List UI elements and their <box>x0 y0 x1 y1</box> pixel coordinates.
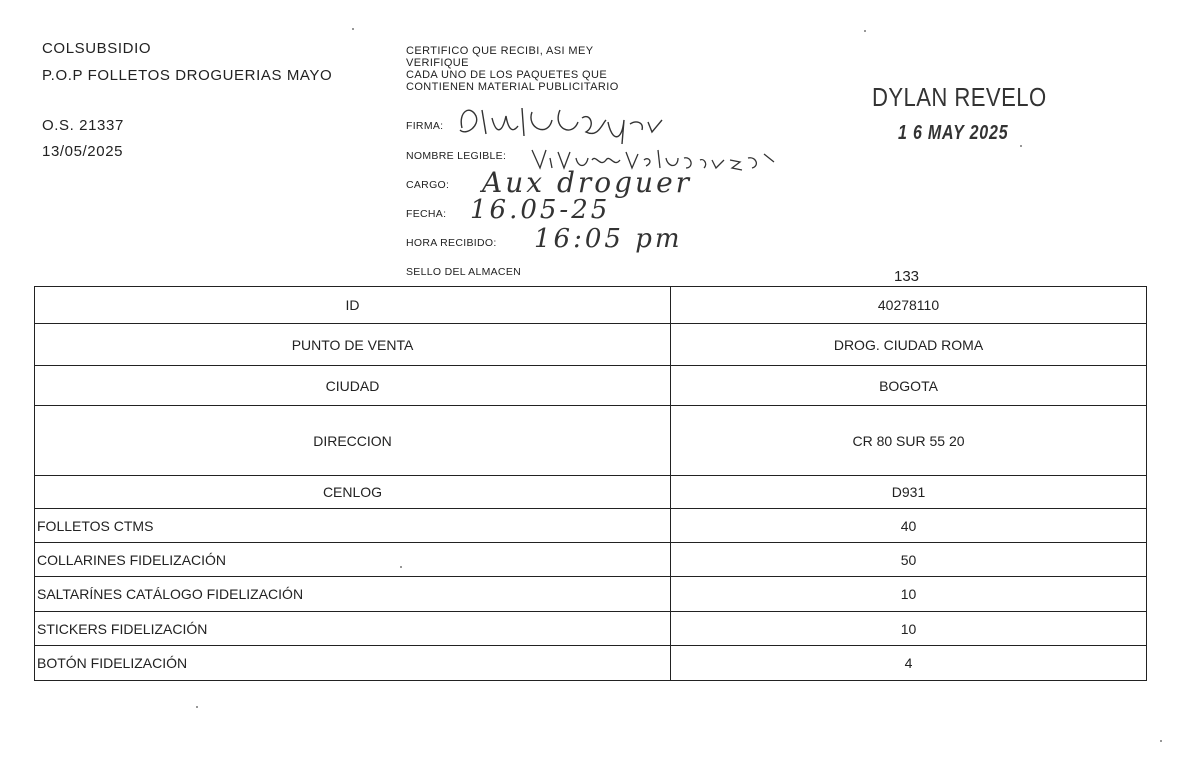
handwritten-date: 16.05-25 <box>470 195 611 225</box>
row-label: ID <box>35 287 671 324</box>
fecha-label: FECHA: <box>406 208 447 220</box>
item-quantity: 10 <box>671 612 1147 646</box>
firma-label: FIRMA: <box>406 120 444 132</box>
company-name: COLSUBSIDIO <box>42 40 152 57</box>
row-value: CR 80 SUR 55 20 <box>671 406 1147 476</box>
certificate-line: CONTIENEN MATERIAL PUBLICITARIO <box>406 81 619 93</box>
row-value: 40278110 <box>671 287 1147 324</box>
cargo-label: CARGO: <box>406 179 450 191</box>
table-row <box>35 287 1147 324</box>
row-value: BOGOTA <box>671 366 1147 406</box>
item-quantity: 50 <box>671 543 1147 577</box>
scan-speck <box>864 30 866 32</box>
document-date: 13/05/2025 <box>42 143 124 160</box>
handwritten-time: 16:05 pm <box>534 224 683 254</box>
nombre-label: NOMBRE LEGIBLE: <box>406 150 507 162</box>
certificate-line: CADA UNO DE LOS PAQUETES QUE <box>406 69 608 81</box>
item-quantity: 10 <box>671 577 1147 612</box>
hora-label: HORA RECIBIDO: <box>406 237 497 249</box>
certificate-line: CERTIFICO QUE RECIBI, ASI MEY <box>406 45 594 57</box>
item-quantity: 40 <box>671 509 1147 543</box>
item-quantity: 4 <box>671 646 1147 681</box>
row-label: CENLOG <box>35 476 671 509</box>
item-label: FOLLETOS CTMS <box>35 509 671 543</box>
item-label: COLLARINES FIDELIZACIÓN <box>35 543 671 577</box>
row-label: DIRECCION <box>35 406 671 476</box>
item-label: STICKERS FIDELIZACIÓN <box>35 612 671 646</box>
row-value: D931 <box>671 476 1147 509</box>
table-row <box>35 509 1147 543</box>
scan-speck <box>196 706 198 708</box>
table-row <box>35 577 1147 612</box>
scan-speck <box>400 566 402 568</box>
delivery-table <box>34 286 1147 681</box>
scan-speck <box>352 28 354 30</box>
item-label: BOTÓN FIDELIZACIÓN <box>35 646 671 681</box>
table-row <box>35 646 1147 681</box>
receiver-stamp-name: DYLAN REVELO <box>872 82 1047 112</box>
page-number: 133 <box>894 268 920 285</box>
table-row <box>35 406 1147 476</box>
row-value: DROG. CIUDAD ROMA <box>671 324 1147 366</box>
handwritten-cargo: Aux droguer <box>482 166 693 199</box>
table-row <box>35 612 1147 646</box>
table-row <box>35 476 1147 509</box>
certificate-text <box>406 45 619 93</box>
receiver-stamp-date: 1 6 MAY 2025 <box>898 122 1009 144</box>
scan-speck <box>1020 145 1022 147</box>
scan-speck <box>1160 740 1162 742</box>
project-title: P.O.P FOLLETOS DROGUERIAS MAYO <box>42 67 333 84</box>
order-number: O.S. 21337 <box>42 117 124 134</box>
table-row <box>35 324 1147 366</box>
item-label: SALTARÍNES CATÁLOGO FIDELIZACIÓN <box>35 577 671 612</box>
table-row <box>35 543 1147 577</box>
sello-label: SELLO DEL ALMACEN <box>406 266 522 278</box>
row-label: PUNTO DE VENTA <box>35 324 671 366</box>
table-row <box>35 366 1147 406</box>
row-label: CIUDAD <box>35 366 671 406</box>
certificate-line: VERIFIQUE <box>406 57 469 69</box>
